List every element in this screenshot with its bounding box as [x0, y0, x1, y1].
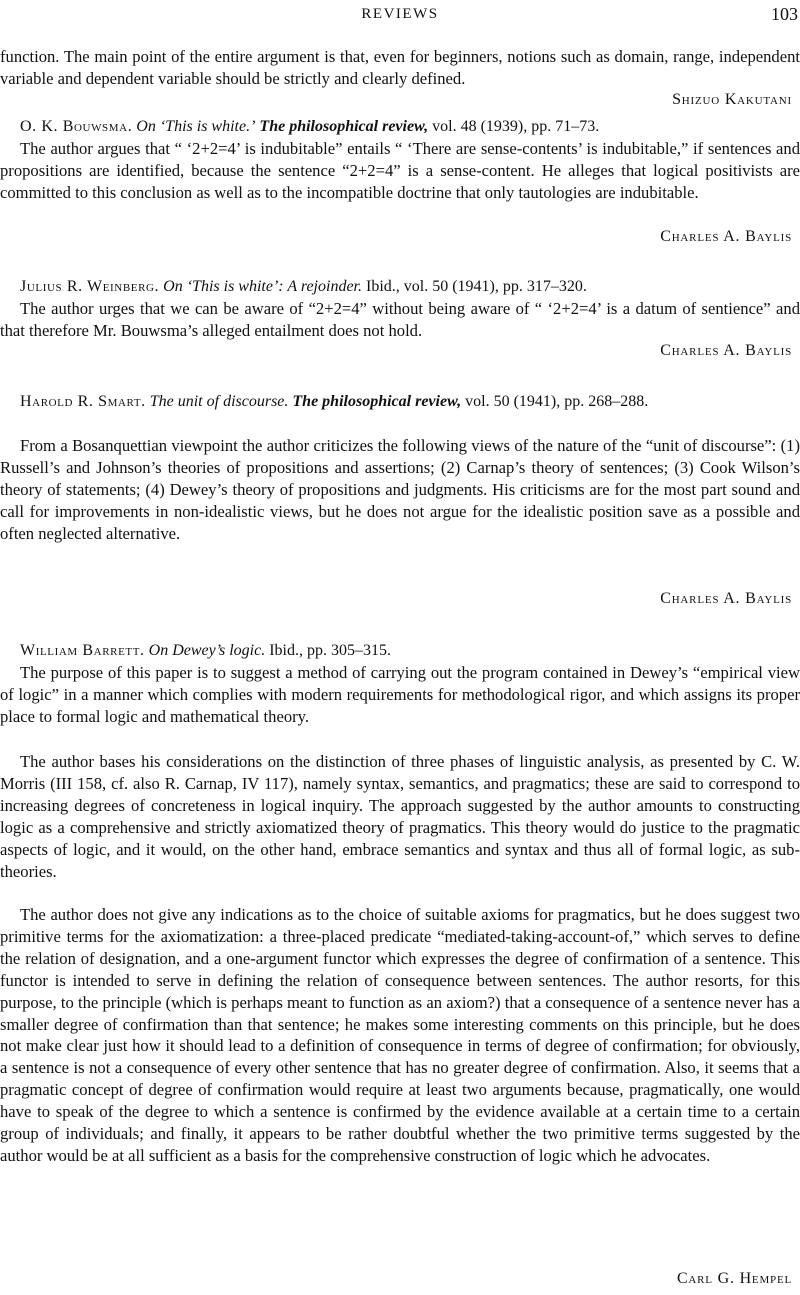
review-paragraph-4a: The purpose of this paper is to suggest a method of carrying out the program contained in Dewey’s “empirical view of logic” in a manner which complies with modern requirements for methodological rigor, and which assigns its proper place to formal logic and mathematical theory.: [0, 663, 800, 726]
review-title: The unit of discourse.: [149, 393, 289, 410]
reviewer-signature-4: Carl G. Hempel: [676, 1270, 792, 1287]
review-heading-4: [0, 640, 800, 662]
review-journal: The philosophical review,: [292, 393, 462, 410]
review-paragraph-4c: The author does not give any indications as to the choice of suitable axioms for pragmatics, but he does suggest two primitive terms for the axiomatization: a three-placed predicate “mediated-taking-account-of,” which serves to define the relation of designation, and a one-argument functor which expresses the degree of confirmation of a sentence. This functor is intended to serve in defining the relation of consequence between sentences. The author resorts, for this purpose, to the principle (which is perhaps meant to function as an axiom?) that a consequence of a sentence never has a smaller degree of confirmation than that sentence; he makes some interesting comments on this principle, but he does not make clear just how it should lead to a definition of consequence in terms of degree of confirmation; for obviously, a sentence is not a consequence of every other sentence that has no greater degree of confirmation. Also, it seems that a pragmatic concept of degree of confirmation would require at least two arguments because, pragmatically, one would have to speak of the degree to which a sentence is confirmed by the evidence available at a certain time to a certain group of individuals; and finally, it appears to be rather doubtful whether the two primitive terms suggested by the author would be at all sufficient as a basis for the comprehensive construction of logic which he advocates.: [0, 905, 800, 1165]
page-number: 103: [771, 4, 798, 24]
review-paragraph-2: The author urges that we can be aware of “2+2=4” without being aware of “ ‘2+2=4’ is a datum of sentience” and that therefore Mr. Bouwsma’s alleged entailment does not hold.: [0, 299, 800, 340]
review-heading-1: [0, 116, 800, 138]
review-author: Harold R. Smart.: [20, 393, 146, 410]
reviewer-signature-intro: Shizuo Kakutani: [672, 91, 792, 108]
review-citation: Ibid., vol. 50 (1941), pp. 317–320.: [366, 278, 587, 295]
running-header: [0, 4, 800, 26]
review-citation: vol. 50 (1941), pp. 268–288.: [465, 393, 649, 410]
review-paragraph-1: The author argues that “ ‘2+2=4’ is indubitable” entails “ ‘There are sense-contents’ is indubitable,” if sentences and propositions are identified, because the sentence “2+2=4” is a sense-content. He alleges that logical positivists are committed to this conclusion as well as to the incompatible doctrine that only tautologies are indubitable.: [0, 139, 800, 202]
review-paragraph-3: From a Bosanquettian viewpoint the author criticizes the following views of the nature of the “unit of discourse”: (1) Russell’s and Johnson’s theories of propositions and assertions; (2) Carnap’s theory of sentences; (3) Cook Wilson’s theory of statements; (4) Dewey’s theory of propositions and judgments. His criticisms are for the most part sound and call for improvements in non-idealistic views, but he does not argue for the idealistic position save as a possible and often neglected alternative.: [0, 436, 800, 543]
review-paragraph-4b: The author bases his considerations on the distinction of three phases of linguistic analysis, as presented by C. W. Morris (III 158, cf. also R. Carnap, IV 117), namely syntax, semantics, and pragmatics; these are said to correspond to increasing degrees of concreteness in logical inquiry. The approach suggested by the author amounts to constructing logic as a comprehensive and strictly axiomatized theory of pragmatics. This theory would do justice to the pragmatic aspects of logic, and it would, on the other hand, embrace semantics and syntax and thus all of formal logic, as sub-theories.: [0, 752, 800, 881]
running-title: REVIEWS: [361, 6, 439, 22]
reviewer-signature-3: Charles A. Baylis: [660, 590, 792, 607]
review-title: On Dewey’s logic.: [148, 642, 266, 659]
review-author: William Barrett.: [20, 642, 145, 659]
review-citation: vol. 48 (1939), pp. 71–73.: [432, 118, 600, 135]
reviewer-signature-2: Charles A. Baylis: [660, 342, 792, 359]
review-title: On ‘This is white’: A rejoinder.: [163, 278, 362, 295]
intro-paragraph: function. The main point of the entire argument is that, even for beginners, notions such as domain, range, independent variable and dependent variable should be strictly and clearly defined.: [0, 47, 800, 88]
review-title: On ‘This is white.’: [136, 118, 256, 135]
review-heading-3: [0, 391, 800, 413]
review-author: O. K. Bouwsma.: [20, 118, 133, 135]
review-citation: Ibid., pp. 305–315.: [269, 642, 391, 659]
review-author: Julius R. Weinberg.: [20, 278, 160, 295]
reviewer-signature-1: Charles A. Baylis: [660, 228, 792, 245]
review-journal: The philosophical review,: [259, 118, 429, 135]
review-heading-2: [0, 276, 800, 298]
